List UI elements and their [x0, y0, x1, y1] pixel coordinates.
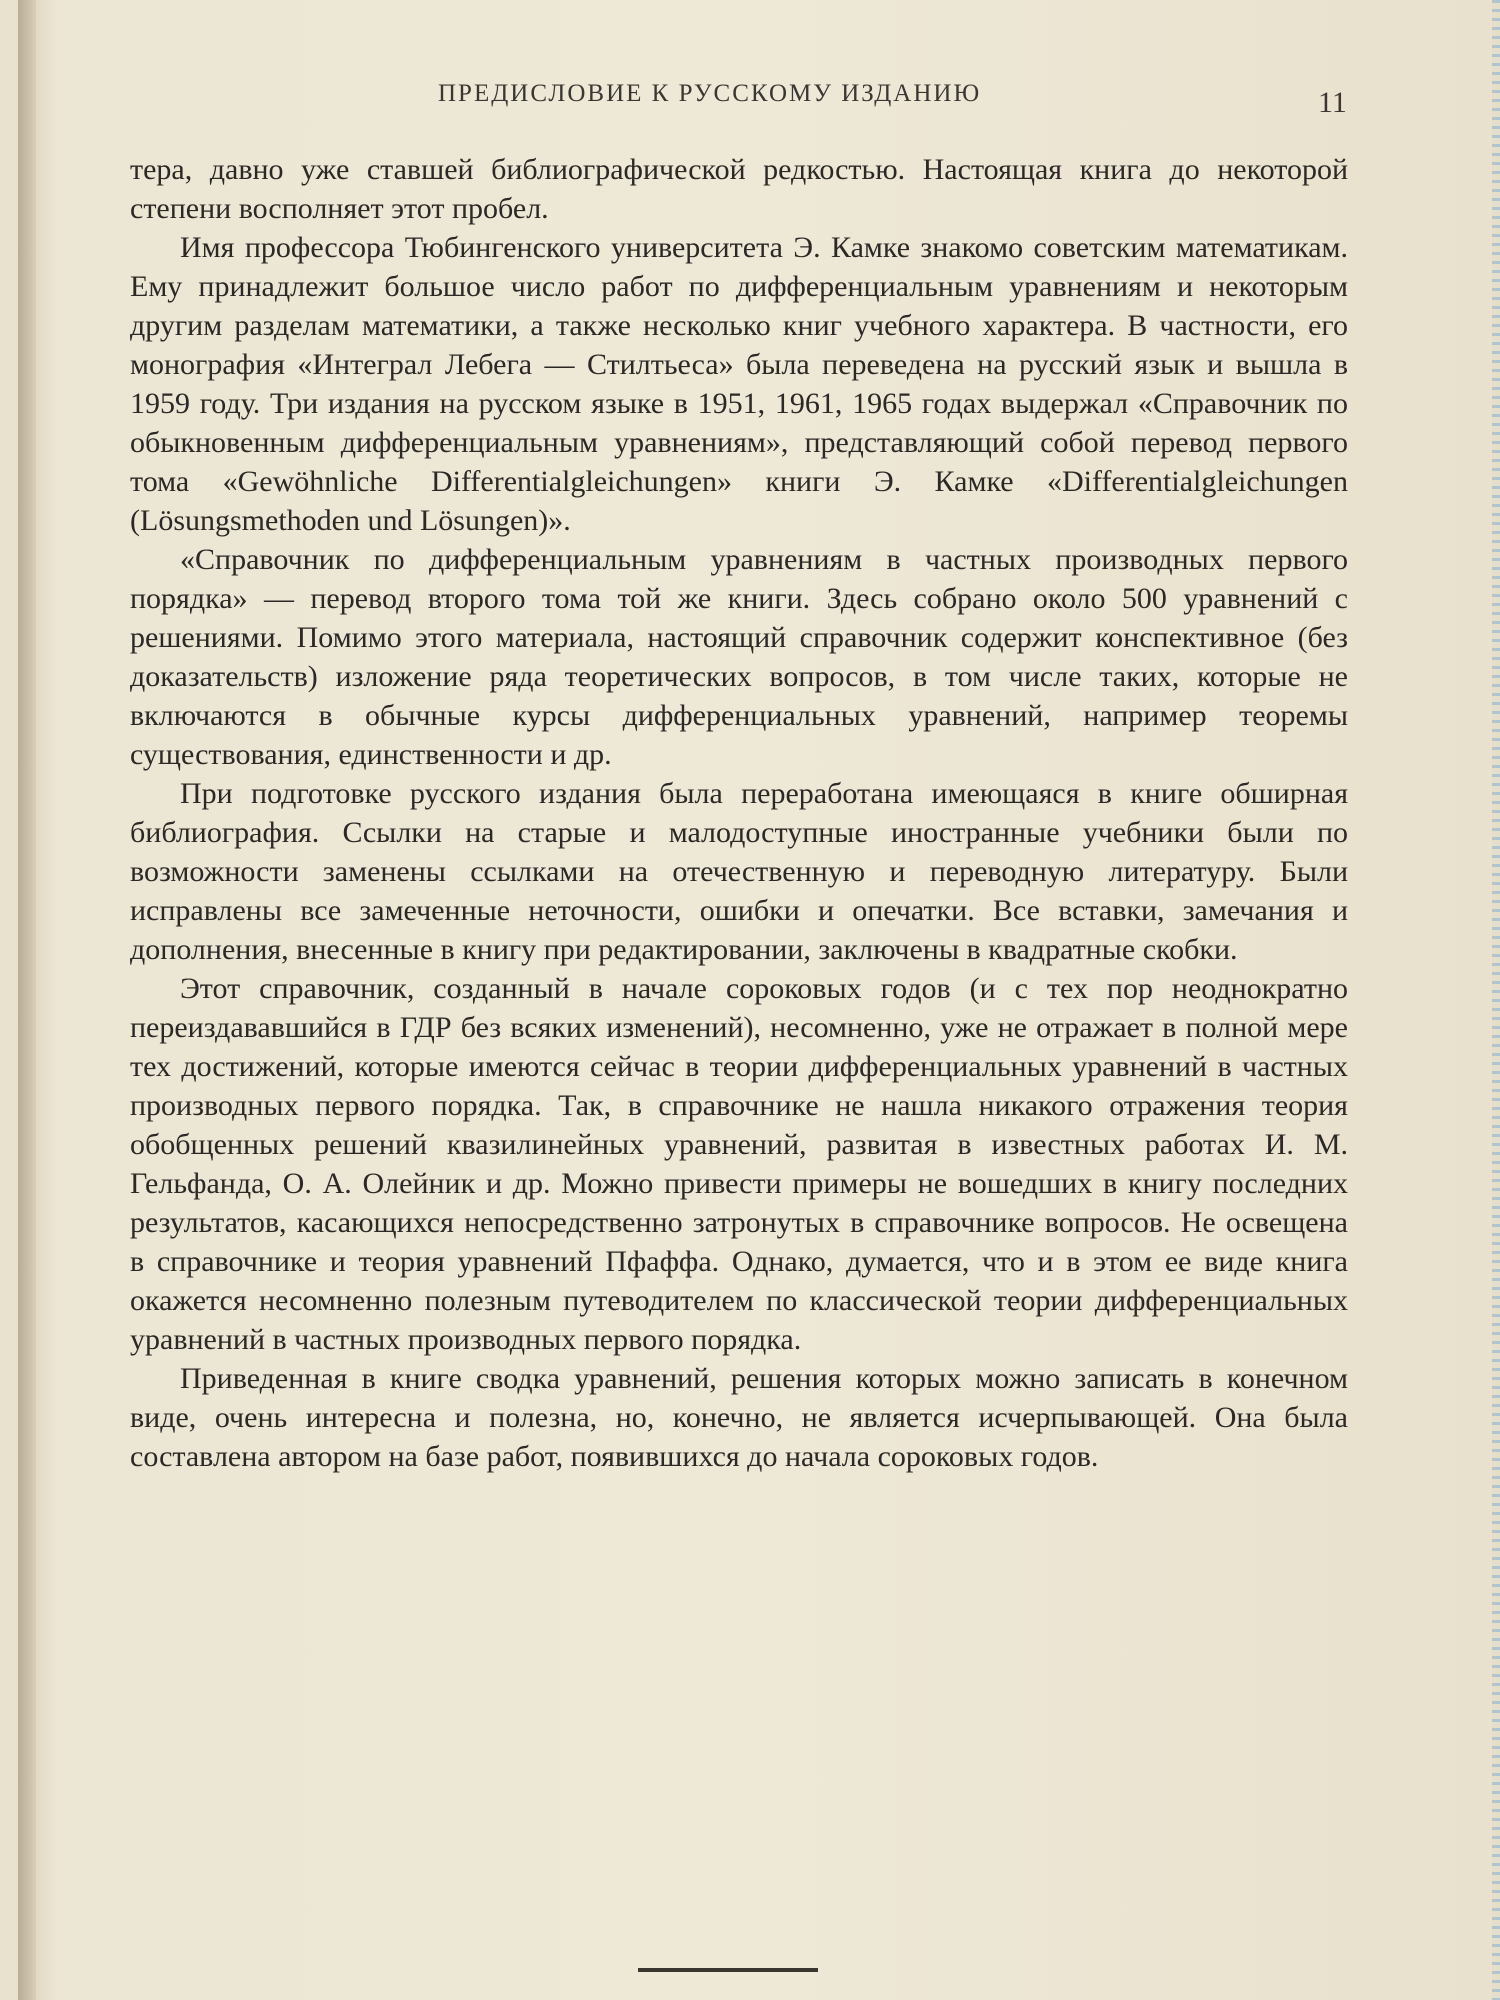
book-spine: [18, 0, 36, 2000]
end-rule: [638, 1968, 818, 1972]
paragraph-5: Этот справочник, созданный в начале сороковых годов (и с тех пор неоднократно переиздававшийся в ГДР без всяких изменений), несомненно, уже не отражает в полной мере тех достижений, которые имеются сейчас в теории дифференциальных уравнений в частных производных первого порядка. Так, в справочнике не нашла никакого отражения теория обобщенных решений квазилинейных уравнений, развитая в известных работах И. М. Гельфанда, О. А. Олейник и др. Можно привести примеры не вошедших в книгу последних результатов, касающихся непосредственно затронутых в справочнике вопросов. Не освещена в справочнике и теория уравнений Пфаффа. Однако, думается, что и в этом ее виде книга окажется несомненно полезным путеводителем по классической теории дифференциальных уравнений в частных производных первого порядка.: [130, 972, 1348, 1356]
running-title: ПРЕДИСЛОВИЕ К РУССКОМУ ИЗДАНИЮ: [438, 80, 982, 107]
paragraph-4: При подготовке русского издания была переработана имеющаяся в книге обширная библиография. Ссылки на старые и малодоступные иностранные учебники были по возможности заменены ссылками на отечественную и переводную литературу. Были исправлены все замеченные неточности, ошибки и опечатки. Все вставки, замечания и дополнения, внесенные в книгу при редактировании, заключены в квадратные скобки.: [130, 777, 1348, 966]
paragraph-3: «Справочник по дифференциальным уравнениям в частных производных первого порядка» — перевод второго тома той же книги. Здесь собрано около 500 уравнений с решениями. Помимо этого материала, настоящий справочник содержит конспективное (без доказательств) изложение ряда теоретических вопросов, в том числе таких, которые не включаются в обычные курсы дифференциальных уравнений, например теоремы существования, единственности и др.: [130, 543, 1348, 771]
body-text: [130, 150, 1348, 1476]
paragraph-1: тера, давно уже ставшей библиографической редкостью. Настоящая книга до некоторой степени восполняет этот пробел.: [130, 153, 1348, 225]
page-edge: [1492, 0, 1500, 2000]
book-page: [18, 0, 1500, 2000]
paragraph-2: Имя профессора Тюбингенского университета Э. Камке знакомо советским математикам. Ему принадлежит большое число работ по дифференциальным уравнениям и некоторым другим разделам математики, а также несколько книг учебного характера. В частности, его монография «Интеграл Лебега — Стилтьеса» была переведена на русский язык и вышла в 1959 году. Три издания на русском языке в 1951, 1961, 1965 годах выдержал «Справочник по обыкновенным дифференциальным уравнениям», представляющий собой перевод первого тома «Gewöhnliche Differentialgleichungen» книги Э. Камке «Differentialgleichungen (Lösungsmethoden und Lösungen)».: [130, 231, 1348, 537]
paragraph-6: Приведенная в книге сводка уравнений, решения которых можно записать в конечном виде, очень интересна и полезна, но, конечно, не является исчерпывающей. Она была составлена автором на базе работ, появившихся до начала сороковых годов.: [130, 1362, 1348, 1473]
page-number: 11: [1318, 86, 1347, 119]
